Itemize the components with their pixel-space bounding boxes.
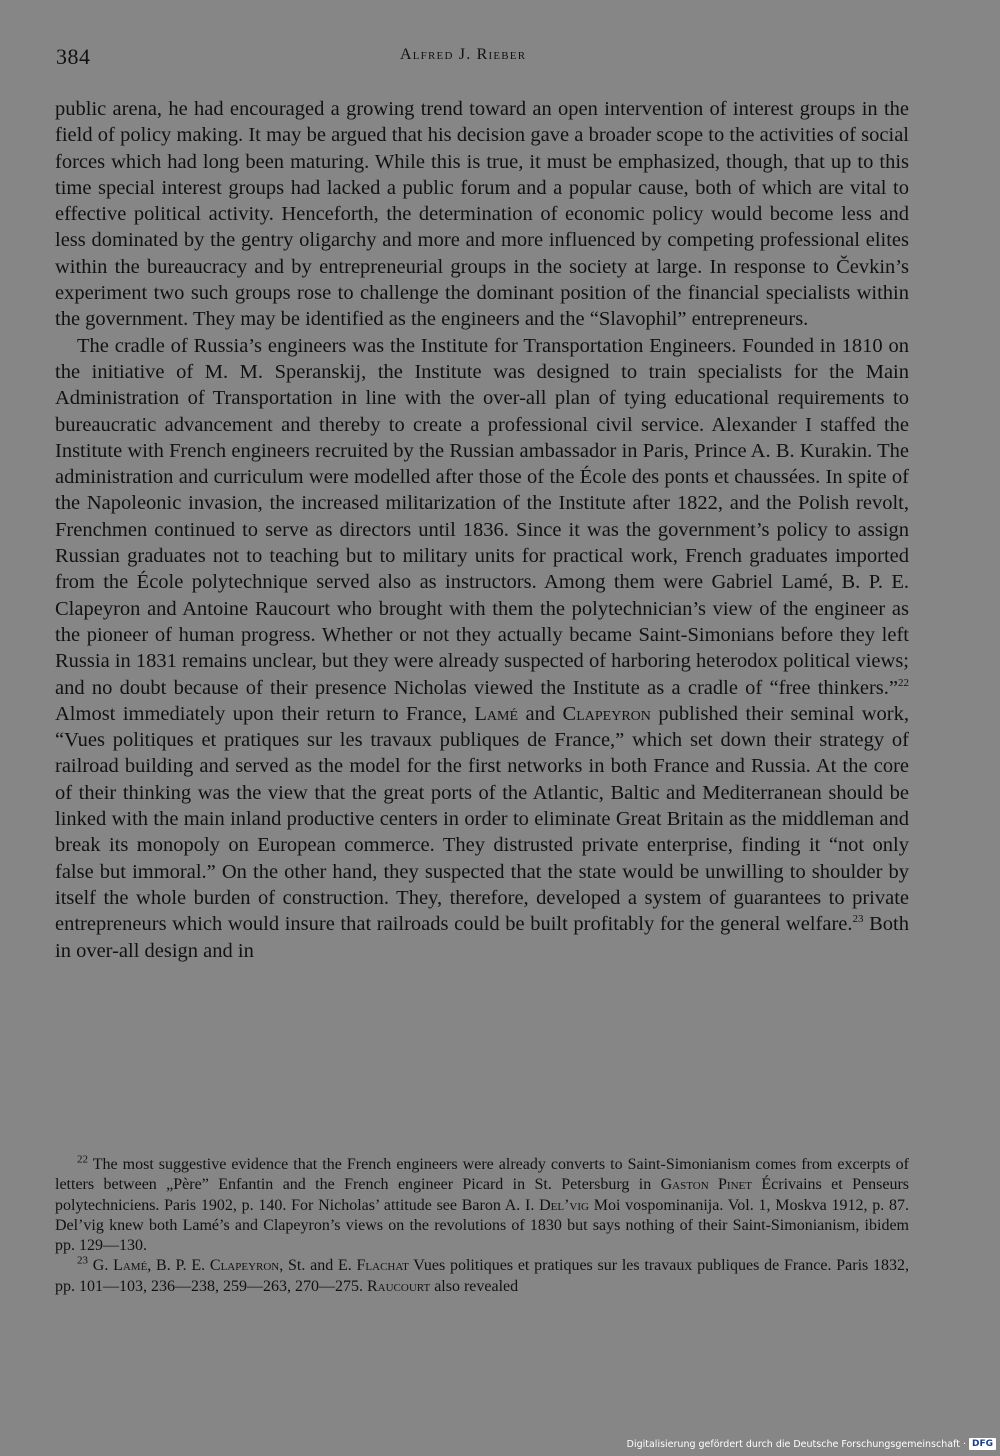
separator-dot: · xyxy=(962,1438,966,1450)
footnotes xyxy=(55,1155,909,1297)
author-name: Clapeyron xyxy=(562,702,651,725)
footnote xyxy=(55,1155,909,1256)
author-name: Clapeyron xyxy=(209,1257,280,1275)
digitization-text: Digitalisierung gefördert durch die Deutsche Forschungsgemeinschaft xyxy=(626,1438,960,1450)
paragraph: public arena, he had encouraged a growing trend toward an open intervention of interest groups in the field of policy making. It may be argued that his decision gave a broader scope to the activities of social forces which had long been maturing. While this is true, it must be emphasized, though, that up to this time special interest groups had lacked a public forum and a popular cause, both of which are vital to effective political activity. Henceforth, the determination of economic policy would become less and less dominated by the gentry oligarchy and more and more influenced by competing professional elites within the bureaucracy and by entrepreneurial groups in the society at large. In response to Čevkin’s experiment two such groups rose to challenge the dominant position of the financial specialists within the government. They may be identified as the engineers and the “Slavophil” entrepreneurs. xyxy=(55,98,909,331)
page-number: 384 xyxy=(56,44,91,69)
author-name: Raucourt xyxy=(367,1277,431,1295)
body-text xyxy=(55,96,909,964)
text-run: , B. P. E. xyxy=(147,1257,210,1275)
text-run: also revealed xyxy=(430,1277,519,1295)
dfg-logo: DFG xyxy=(969,1438,996,1450)
text-run: , St. and E. xyxy=(279,1257,357,1275)
text-run: Moi vospominanija. Vol. 1, Moskva 1912, p. 87. Del’vig knew both Lamé’s and Clapeyron’s views on the revolutions of 1830 but says nothing of their Saint-Simonianism, ibidem pp. 129—130. xyxy=(55,1196,909,1255)
text-run: published their seminal work, “Vues politiques et pratiques sur les travaux publiques de France,” which set down their strategy of railroad building and served as the model for the first networks in both France and Russia. At the core of their thinking was the view that the great ports of the Atlantic, Baltic and Mediterranean should be linked with the main inland productive centers in order to eliminate Great Britain as the middleman and break its monopoly on European commerce. They distrusted private enterprise, finding it “not only false but immoral.” On the other hand, they suspected that the state would be unwilling to shoulder by itself the whole burden of construction. They, therefore, developed a system of guarantees to private entrepreneurs which would insure that railroads could be built profitably for the general welfare. xyxy=(55,702,909,936)
footnote xyxy=(55,1256,909,1297)
paragraph xyxy=(55,333,909,964)
footnote-ref[interactable]: 23 xyxy=(852,913,864,926)
text-run: G. xyxy=(88,1257,114,1275)
text-run: Almost immediately upon their return to France, xyxy=(55,702,475,725)
author-name: Flachat xyxy=(356,1257,409,1275)
text-run: Écrivains et Penseurs polytechniciens. Paris 1902, p. 140. For Nicholas’ attitude see Baron A. I. xyxy=(55,1176,909,1214)
text-run: The most suggestive evidence that the French engineers were already converts to Saint-Simonianism comes from excerpts of letters between „Père” Enfantin and the French engineer Picard in St. Petersburg in xyxy=(55,1156,909,1194)
author-name: Lamé xyxy=(474,702,519,725)
author-name: Gaston Pinet xyxy=(660,1176,752,1194)
footnote-number: 22 xyxy=(77,1153,88,1166)
running-head: Alfred J. Rieber xyxy=(400,46,527,63)
author-name: Del’vig xyxy=(539,1196,589,1214)
text-run: and xyxy=(518,702,563,725)
text-run: Both in over-all design and in xyxy=(55,913,909,962)
author-name: Lamé xyxy=(113,1257,148,1275)
footnote-ref[interactable]: 22 xyxy=(898,676,909,689)
page-header xyxy=(56,44,910,74)
footnote-number: 23 xyxy=(77,1255,88,1268)
digitization-notice xyxy=(627,1438,996,1450)
text-run: The cradle of Russia’s engineers was the Institute for Transportation Engineers. Founded in 1810 on the initiative of M. M. Speranskij, the Institute was designed to train specialists for the Main Administration of Transportation in line with the over-all plan of tying educational requirements to bureaucratic advancement and thereby to create a professional civil service. Alexander I staffed the Institute with French engineers recruited by the Russian ambassador in Paris, Prince A. B. Kurakin. The administration and curriculum were modelled after those of the École des ponts et chaussées. In spite of the Napoleonic invasion, the increased militarization of the Institute after 1822, and the Polish revolt, Frenchmen continued to serve as directors until 1836. Since it was the government’s policy to assign Russian graduates not to teaching but to military units for practical work, French graduates imported from the École polytechnique served also as instructors. Among them were Gabriel Lamé, B. P. E. Clapeyron and Antoine Raucourt who brought with them the polytechnician’s view of the engineer as the pioneer of human progress. Whether or not they actually became Saint-Simonians before they left Russia in 1831 remains unclear, but they were already suspected of harboring heterodox political views; and no doubt because of their presence Nicholas viewed the Institute as a cradle of “free thinkers.” xyxy=(55,334,909,699)
text-run: Vues politiques et pratiques sur les travaux publiques de France. Paris 1832, pp. 101—103, 236—238, 259—263, 270—275. xyxy=(55,1257,910,1295)
